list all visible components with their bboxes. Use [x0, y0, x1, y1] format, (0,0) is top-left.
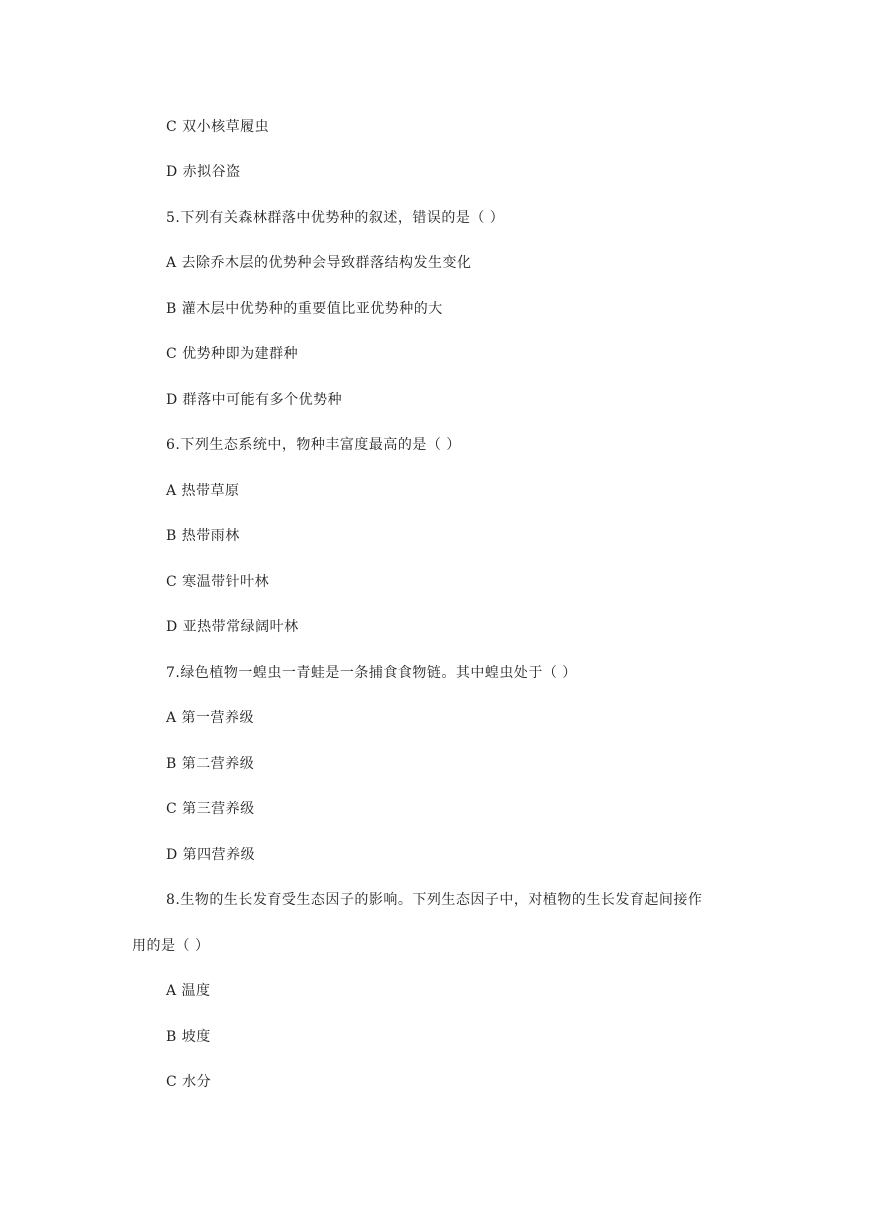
q5-option-d: D 群落中可能有多个优势种 — [166, 392, 343, 408]
q6-option-a: A 热带草原 — [166, 483, 240, 499]
q8-option-b: B 坡度 — [166, 1029, 211, 1045]
q8-option-c: C 水分 — [166, 1074, 212, 1090]
q7-option-c: C 第三营养级 — [166, 801, 255, 817]
q7-option-a: A 第一营养级 — [166, 710, 255, 726]
q4-option-d: D 赤拟谷盗 — [166, 164, 241, 180]
question-8: 8.生物的生长发育受生态因子的影响。下列生态因子中，对植物的生长发育起间接作 — [166, 892, 703, 908]
q7-option-b: B 第二营养级 — [166, 756, 255, 772]
q7-option-d: D 第四营养级 — [166, 847, 256, 863]
question-5: 5.下列有关森林群落中优势种的叙述，错误的是（ ） — [166, 210, 505, 226]
q8-option-a: A 温度 — [166, 983, 211, 999]
q6-option-b: B 热带雨林 — [166, 528, 240, 544]
q5-option-a: A 去除乔木层的优势种会导致群落结构发生变化 — [166, 255, 472, 271]
q4-option-c: C 双小核草履虫 — [166, 119, 270, 135]
q5-option-b: B 灌木层中优势种的重要值比亚优势种的大 — [166, 301, 443, 317]
question-7: 7.绿色植物一蝗虫一青蛙是一条捕食食物链。其中蝗虫处于（ ） — [166, 665, 577, 681]
question-8-continued: 用的是（ ） — [132, 938, 210, 954]
q6-option-c: C 寒温带针叶林 — [166, 574, 270, 590]
q6-option-d: D 亚热带常绿阔叶林 — [166, 619, 299, 635]
question-6: 6.下列生态系统中，物种丰富度最高的是（ ） — [166, 437, 461, 453]
q5-option-c: C 优势种即为建群种 — [166, 346, 299, 362]
